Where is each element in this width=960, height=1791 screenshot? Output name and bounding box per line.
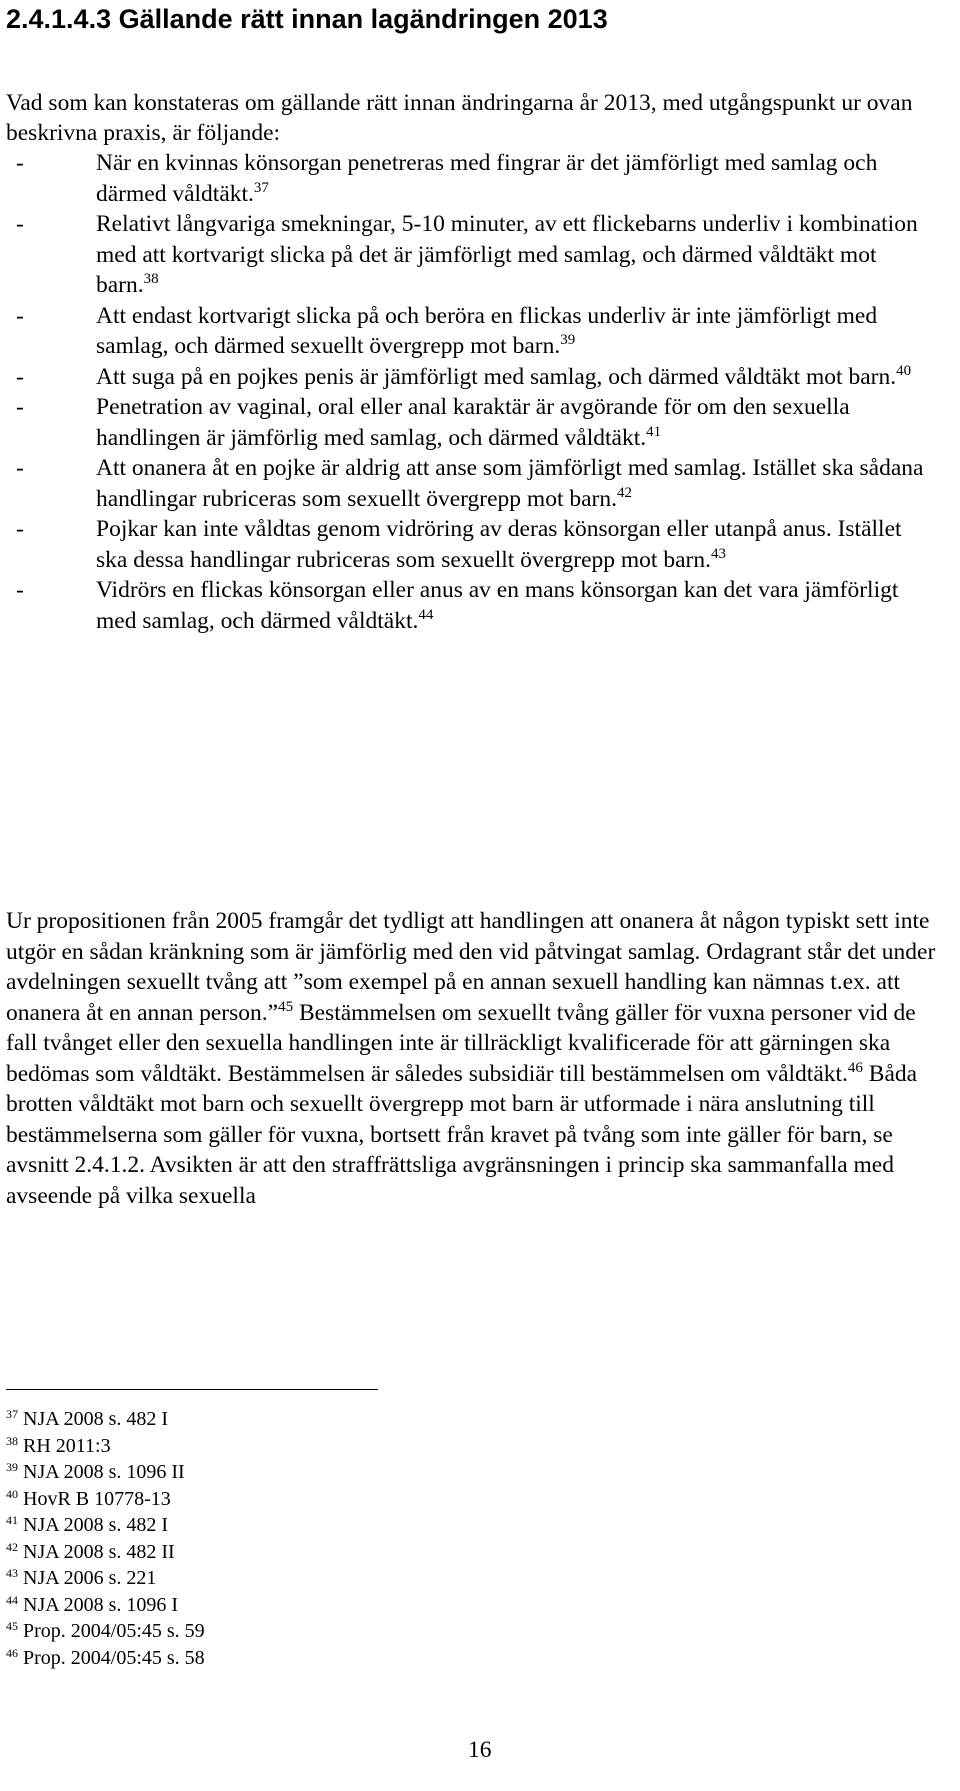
footnote-number: 45 [6,1619,18,1633]
footnote-text: NJA 2008 s. 482 I [23,1408,169,1430]
footnotes-list [6,1406,205,1671]
footnote-ref: 45 [278,998,294,1015]
list-item [6,392,936,453]
list-item [6,301,936,362]
footnote-ref: 43 [710,545,726,562]
conclusions-list [6,148,936,636]
footnote-number: 38 [6,1433,18,1448]
footnote-ref: 41 [646,423,662,440]
footnote [6,1565,205,1592]
footnote [6,1486,205,1513]
footnote [6,1539,205,1566]
body-paragraph [6,906,938,1211]
footnote [6,1512,205,1539]
footnote [6,1618,205,1645]
footnote [6,1406,205,1433]
footnote-ref: 39 [560,332,576,348]
list-item-text: När en kvinnas könsorgan penetreras med fingrar är det jämförligt med samlag och därmed våldtäkt. [96,150,878,207]
footnote-number: 43 [6,1566,18,1580]
footnote-text: RH 2011:3 [23,1434,111,1457]
list-item [6,148,936,209]
list-item-text: Att onanera åt en pojke är aldrig att anse som jämförligt med samlag. Istället ska sådana handlingar rubriceras som sexuellt övergrepp mot barn. [96,455,924,512]
footnote-ref: 37 [253,179,269,196]
footnote-text: NJA 2008 s. 482 II [23,1540,175,1563]
footnote-divider [6,1389,378,1390]
footnote-text: Prop. 2004/05:45 s. 59 [23,1620,205,1642]
list-item-text: Penetration av vaginal, oral eller anal karaktär är avgörande för om den sexuella handlingen är jämförlig med samlag, och därmed våldtäkt. [96,394,850,451]
list-item [6,514,936,575]
footnote-text: NJA 2008 s. 1096 I [23,1593,179,1616]
footnote-ref: 46 [847,1059,863,1076]
footnote-ref: 42 [616,484,632,501]
footnote [6,1645,205,1672]
footnote-ref: 40 [896,362,912,379]
footnote-text: NJA 2008 s. 1096 II [23,1461,185,1483]
list-item [6,453,936,514]
list-item-text: Pojkar kan inte våldtas genom vidröring av deras könsorgan eller utanpå anus. Istället ska dessa handlingar rubriceras som sexuellt övergrepp mot barn. [96,516,902,573]
footnote-text: NJA 2006 s. 221 [23,1567,157,1589]
list-item [6,209,936,301]
paragraph-text: Båda brotten våldtäkt mot barn och sexuellt övergrepp mot barn är utformade i nära anslutning till bestämmelserna som gäller för vuxna, bortsett från kravet på tvång som inte gäller för barn, se avsnitt 2.4.1.2. Avsikten är att den straffrättsliga avgränsningen i princip ska sammanfalla med avseende på vilka sexuella [6,1060,918,1209]
list-item-text: Relativt långvariga smekningar, 5-10 minuter, av ett flickebarns underliv i kombination med att kortvarigt slicka på det är jämförligt med samlag, och därmed våldtäkt mot barn. [96,211,918,298]
paragraph-text: Ur propositionen från 2005 framgår det tydligt att handlingen att onanera åt någon typiskt sett inte utgör en sådan kränkning som är jämförlig med den vid påtvingat samlag. Ordagrant står det under avdelningen sexuellt tvång att ”som exempel på en annan sexuell handling kan nämnas t.ex. att onanera åt en annan person.” [6,908,936,1026]
list-item [6,575,936,636]
footnote-number: 44 [6,1592,18,1607]
list-item-text: Att endast kortvarigt slicka på och beröra en flickas underliv är inte jämförligt med samlag, och därmed sexuellt övergrepp mot barn. [96,302,878,359]
footnote-ref: 44 [418,606,434,623]
paragraph-text: Bestämmelsen om sexuellt tvång gäller för vuxna personer vid de fall tvånget eller den sexuella handlingen inte är tillräckligt kvalificerade för att gärningen ska bedömas som våldtäkt. Bestämmelsen är således subsidiär till bestämmelsen om våldtäkt. [6,999,916,1087]
footnote [6,1433,205,1460]
footnote-number: 41 [6,1513,18,1527]
footnote-number: 46 [6,1645,18,1660]
footnote-number: 39 [6,1460,18,1474]
list-item [6,362,936,393]
list-item-text: Att suga på en pojkes penis är jämförligt med samlag, och därmed våldtäkt mot barn. [96,363,897,390]
footnote-number: 40 [6,1486,18,1501]
list-item-text: Vidrörs en flickas könsorgan eller anus av en mans könsorgan kan det vara jämförligt med samlag, och därmed våldtäkt. [96,577,899,634]
footnote-text: NJA 2008 s. 482 I [23,1514,169,1536]
section-heading: 2.4.1.4.3 Gällande rätt innan lagändringen 2013 [6,4,608,34]
footnote-number: 37 [6,1407,18,1421]
footnote-number: 42 [6,1539,18,1554]
footnote-text: HovR B 10778-13 [23,1487,171,1510]
footnote-ref: 38 [143,271,159,287]
footnote [6,1459,205,1486]
intro-text: Vad som kan konstateras om gällande rätt innan ändringarna år 2013, med utgångspunkt ur ovan beskrivna praxis, är följande: [6,90,913,146]
page-number: 16 [468,1737,492,1763]
footnote-text: Prop. 2004/05:45 s. 58 [23,1646,205,1669]
footnote [6,1592,205,1619]
